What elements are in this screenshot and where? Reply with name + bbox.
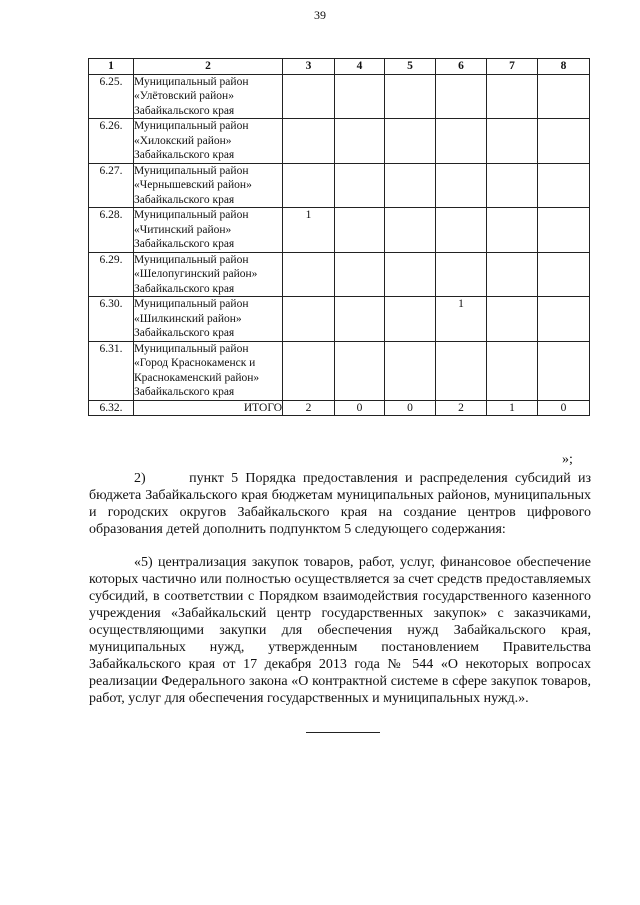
district-name [134,163,283,208]
district-name-line: «Город Краснокаменск и [134,357,256,369]
value-cell [335,341,385,400]
row-number: 6.28. [89,208,134,253]
district-name [134,74,283,119]
value-cell [385,119,436,164]
district-name-line: «Хилокский район» [134,134,232,147]
table-row [89,163,590,208]
district-name-line: Забайкальского края [134,104,235,117]
table-row [89,252,590,297]
paragraph-text: «5) централизация закупок товаров, работ, услуг, финансовое обеспечение которых частично или полностью осуществляется за счет средств предоставляемых субсидий, в соответствии с Порядком взаимодействия государственного казенного учреждения «Забайкальский центр государственных закупок» с заказчиками, осуществляющими закупки для обеспечения нужд Забайкальского края, муниципальных нужд, утвержденным постановлением Правительства Забайкальского края от 17 декабря 2013 года № 544 «О некоторых вопросах реализации Федерального закона «О контрактной системе в сфере закупок товаров, работ, услуг для обеспечения государственных и муниципальных нужд.». [89,555,591,706]
district-name-line: «Читинский район» [134,223,232,236]
district-name-line: Муниципальный район [134,342,249,355]
column-header: 2 [134,59,283,75]
value-cell [487,74,538,119]
value-cell [487,208,538,253]
value-cell [385,208,436,253]
row-number: 6.25. [89,74,134,119]
table-row [89,297,590,342]
value-cell [487,297,538,342]
district-name-line: Забайкальского края [134,193,235,206]
page-number: 39 [314,8,326,22]
value-cell [538,297,590,342]
column-header: 3 [283,59,335,75]
subsidy-table [88,58,590,416]
row-number: 6.27. [89,163,134,208]
value-cell [335,74,385,119]
district-name-line: Муниципальный район [134,164,249,177]
value-cell [283,297,335,342]
value-cell [538,341,590,400]
district-name-line: Краснокаменский район» [134,371,260,384]
value-cell [487,341,538,400]
district-name-line: «Шилкинский район» [134,312,242,325]
row-number: 6.26. [89,119,134,164]
value-cell [335,297,385,342]
district-name [134,208,283,253]
total-value: 0 [538,400,590,416]
total-value: 2 [436,400,487,416]
value-cell [436,163,487,208]
total-value: 0 [335,400,385,416]
value-cell [283,341,335,400]
district-name-line: «Улётовский район» [134,90,234,102]
value-cell [436,208,487,253]
value-cell [335,119,385,164]
value-cell [538,208,590,253]
district-name [134,297,283,342]
end-divider [306,732,380,733]
table-header-row [89,59,590,75]
total-label: ИТОГО [134,400,283,416]
value-cell [283,252,335,297]
district-name [134,341,283,400]
row-number: 6.30. [89,297,134,342]
district-name-line: Забайкальского края [134,282,235,295]
district-name-line: Муниципальный район [134,253,249,266]
paragraph-amendment [89,470,591,538]
district-name-line: Забайкальского края [134,238,235,250]
table-row [89,74,590,119]
row-number: 6.32. [89,400,134,416]
value-cell [436,119,487,164]
value-cell [436,341,487,400]
value-cell [385,341,436,400]
column-header: 5 [385,59,436,75]
district-name-line: Муниципальный район [134,209,249,221]
district-name-line: Муниципальный район [134,120,249,132]
value-cell [538,252,590,297]
district-name [134,119,283,164]
value-cell [283,119,335,164]
district-name-line: Забайкальского края [134,149,235,161]
value-cell: 1 [436,297,487,342]
value-cell [487,119,538,164]
value-cell [436,252,487,297]
table-row [89,208,590,253]
row-number: 6.29. [89,252,134,297]
column-header: 6 [436,59,487,75]
value-cell [487,163,538,208]
table-row [89,119,590,164]
row-number: 6.31. [89,341,134,400]
value-cell [538,119,590,164]
paragraph-subitem [89,554,591,707]
value-cell [283,163,335,208]
table-row [89,341,590,400]
value-cell [487,252,538,297]
value-cell: 1 [283,208,335,253]
value-cell [385,297,436,342]
district-name-line: Муниципальный район [134,75,249,88]
value-cell [385,252,436,297]
value-cell [335,252,385,297]
total-value: 1 [487,400,538,416]
total-row [89,400,590,416]
value-cell [283,74,335,119]
value-cell [436,74,487,119]
closing-quote-mark: »; [562,452,573,467]
value-cell [335,208,385,253]
value-cell [538,74,590,119]
column-header: 4 [335,59,385,75]
district-name-line: «Чернышевский район» [134,179,252,191]
column-header: 7 [487,59,538,75]
total-value: 0 [385,400,436,416]
district-name-line: Забайкальского края [134,386,235,398]
value-cell [538,163,590,208]
district-name-line: Муниципальный район [134,298,249,310]
value-cell [385,163,436,208]
column-header: 8 [538,59,590,75]
paragraph-text: 2) пункт 5 Порядка предоставления и распределения субсидий из бюджета Забайкальского края бюджетам муниципальных районов, муниципальных и городских округов Забайкальского края на создание центров цифрового образования детей дополнить подпунктом 5 следующего содержания: [89,471,591,537]
district-name-line: Забайкальского края [134,327,235,339]
total-value: 2 [283,400,335,416]
district-name [134,252,283,297]
value-cell [335,163,385,208]
district-name-line: «Шелопугинский район» [134,268,258,280]
column-header: 1 [89,59,134,75]
value-cell [385,74,436,119]
